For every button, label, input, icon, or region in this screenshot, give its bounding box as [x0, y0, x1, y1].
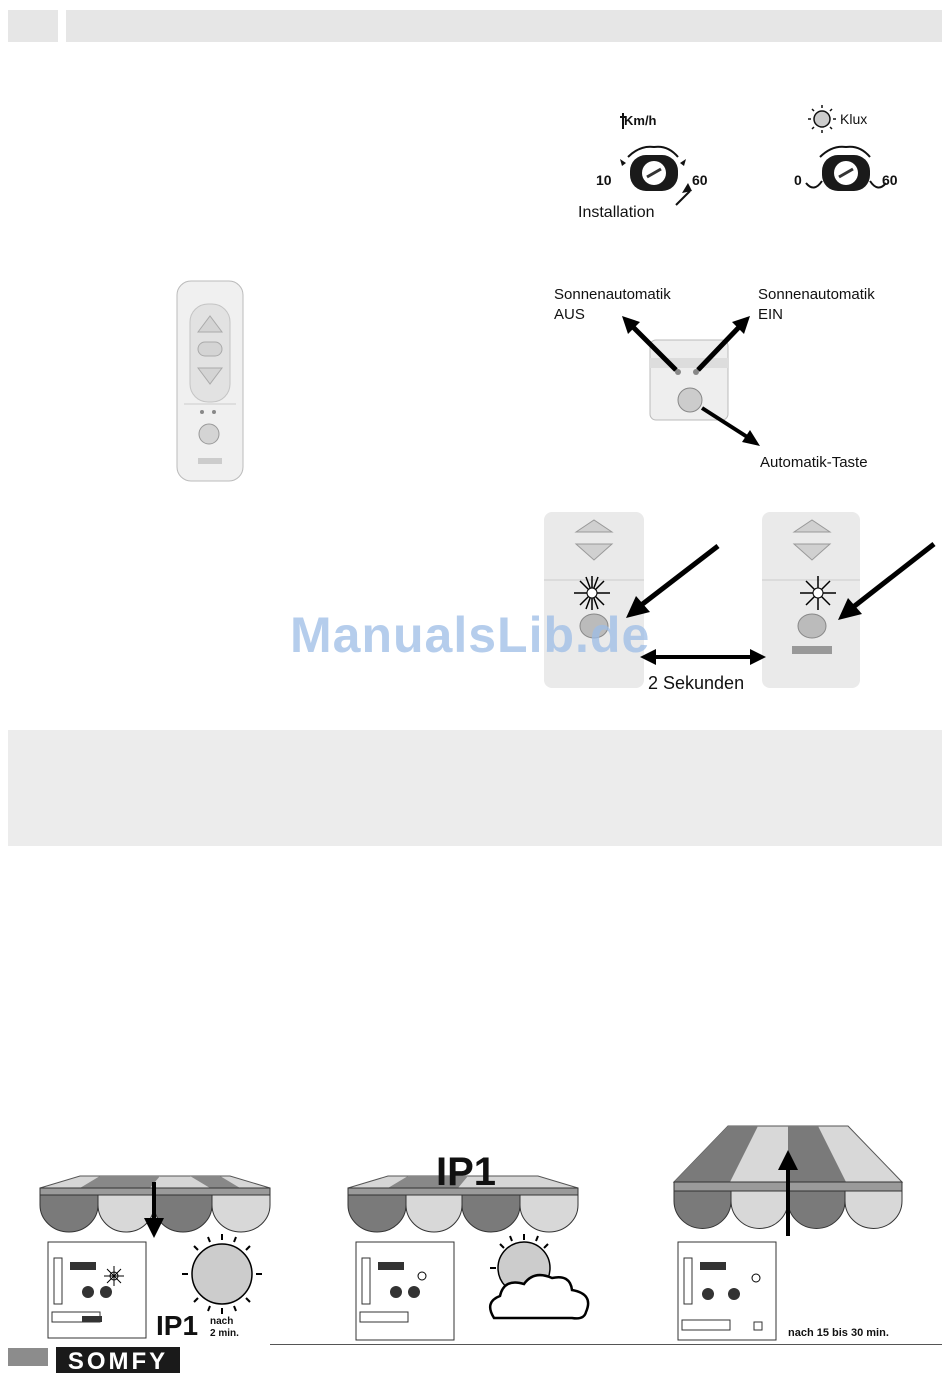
info-panel — [8, 730, 942, 846]
page-number-box — [8, 1348, 48, 1366]
wind-unit-label: Km/h — [624, 113, 657, 128]
scene-3 — [674, 1124, 934, 1344]
auto-off-label-line2: AUS — [554, 306, 585, 323]
sun-dial — [790, 105, 920, 205]
sun-unit-label: Klux — [840, 111, 868, 127]
auto-off-label-line1: Sonnenautomatik — [554, 286, 671, 303]
footer-rule — [270, 1344, 942, 1345]
brand-logo: SOMFY — [56, 1347, 180, 1373]
scene-2 — [348, 1150, 608, 1345]
scene-1-time-line2: 2 min. — [210, 1328, 239, 1339]
arrow-right-remote — [812, 540, 942, 630]
scene-1 — [40, 1170, 280, 1340]
scene-3-time: nach 15 bis 30 min. — [788, 1327, 889, 1339]
wind-min-label: 10 — [596, 172, 612, 188]
duration-label: 2 Sekunden — [648, 673, 745, 693]
double-arrow — [640, 648, 766, 666]
sun-max-label: 60 — [882, 172, 898, 188]
header-bar — [66, 10, 942, 42]
wind-dial — [580, 105, 720, 225]
installation-label: Installation — [578, 204, 655, 221]
header-box-left — [8, 10, 58, 42]
scene-3-graphic — [674, 1124, 934, 1344]
automatic-button-label: Automatik-Taste — [760, 454, 868, 471]
auto-on-label-line2: EIN — [758, 306, 784, 323]
wind-max-label: 60 — [692, 172, 708, 188]
auto-on-label-line1: Sonnenautomatik — [758, 286, 875, 303]
remote-control-graphic — [176, 280, 244, 482]
watermark: ManualsLib.de — [290, 607, 651, 663]
scene-1-badge: IP1 — [156, 1310, 199, 1341]
scene-2-badge: IP1 — [436, 1150, 497, 1194]
remote-control — [176, 280, 244, 482]
sun-min-label: 0 — [794, 172, 802, 188]
remote-detail-graphic — [610, 310, 770, 460]
scene-1-time-line1: nach — [210, 1316, 234, 1327]
remote-detail — [610, 310, 770, 460]
